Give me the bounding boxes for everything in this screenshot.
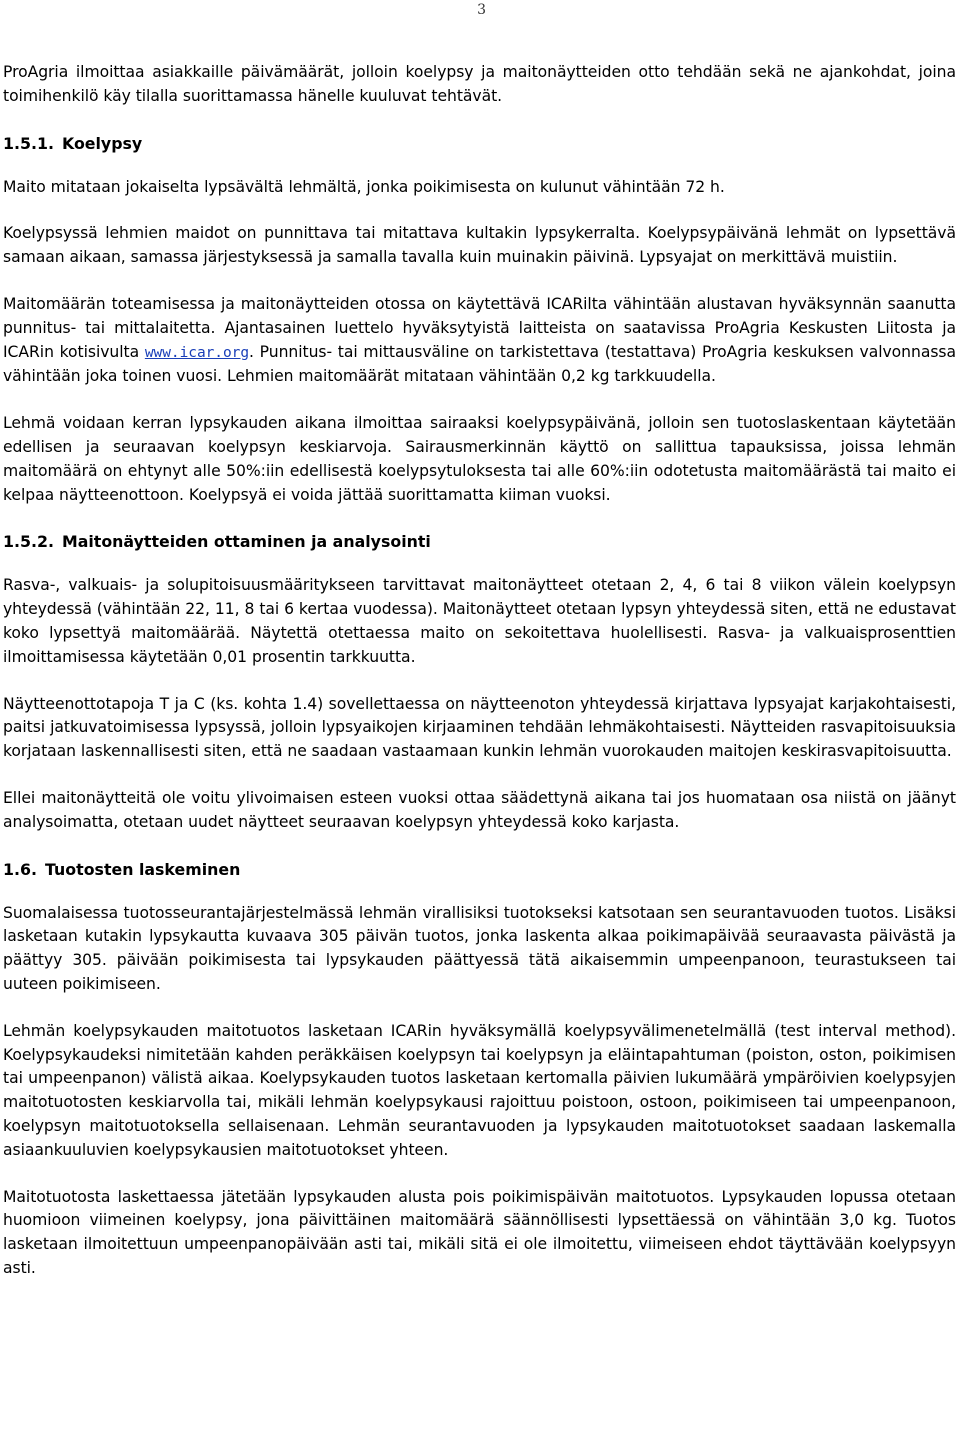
paragraph: Suomalaisessa tuotosseurantajärjestelmässä lehmän virallisiksi tuotokseksi katsotaan sen seurantavuoden tuotos. Lisäksi lasketaan kutakin lypsykautta kuvaava 305 päivän tuotos, jonka laskenta alkaa poikimapäivää seuraavasta päivästä ja päättyy 305. päivään poikimisesta tai lypsykauden päättyessä tätä aikaisemmin umpeenpanoon, teurastukseen tai uuteen poikimiseen.: [3, 903, 956, 993]
paragraph: Maitotuotosta laskettaessa jätetään lypsykauden alusta pois poikimispäivän maitotuotos. Lypsykauden lopussa otetaan huomioon viimeinen koelypsy, jona päivittäinen maitomäärä säännöllisesti lypsettäessä on vähintään 3,0 kg. Tuotos lasketaan ilmoitettuun umpeenpanopäivään asti tai, mikäli sitä ei ole ilmoitettu, viimeiseen ehdot täyttävään koelypsyyn asti.: [3, 1187, 956, 1277]
section-number: 1.6.: [3, 859, 37, 879]
document-body: [3, 61, 956, 1304]
section-heading-1-5-1: [3, 132, 956, 156]
paragraph-text: . Punnitus- tai mittausväline on tarkistettava (testattava) ProAgria keskuksen valvonnassa vähintään joka toinen vuosi. Lehmien maitomäärät mitataan vähintään 0,2 kg tarkkuudella.: [3, 342, 956, 386]
paragraph: Rasva-, valkuais- ja solupitoisuusmääritykseen tarvittavat maitonäytteet otetaan 2, 4, 6 tai 8 viikon välein koelypsyn yhteydessä (vähintään 22, 11, 8 tai 6 kertaa vuodessa). Maitonäytteet otetaan lypsyn yhteydessä siten, että ne edustavat koko lypsettyä maitomäärää. Näytettä otettaessa maito on sekoitettava huolellisesti. Rasva- ja valkuaisprosenttien ilmoittamisessa käytetään 0,01 prosentin tarkkuutta.: [3, 576, 956, 666]
intro-paragraph: ProAgria ilmoittaa asiakkaille päivämäärät, jolloin koelypsy ja maitonäytteiden otto tehdään sekä ne ajankohdat, joina toimihenkilö käy tilalla suorittamassa hänelle kuuluvat tehtävät.: [3, 63, 956, 105]
paragraph: Ellei maitonäytteitä ole voitu ylivoimaisen esteen vuoksi ottaa säädettynä aikana tai jos huomataan osa niistä on jäänyt analysoimatta, otetaan uudet näytteet seuraavan koelypsyn yhteydessä koko karjasta.: [3, 788, 956, 831]
paragraph-text: Maitomäärän toteamisessa ja maitonäytteiden otossa on käytettävä ICARilta vähintään alustavan hyväksynnän saanutta punnitus- tai mittalaitetta. Ajantasainen luettelo hyväksytyistä laitteista on saatavissa ProAgria Keskusten Liitosta ja ICARin kotisivulta: [3, 294, 956, 361]
page-number: 3: [477, 2, 486, 18]
icar-link[interactable]: www.icar.org: [144, 344, 250, 361]
paragraph: Näytteenottotapoja T ja C (ks. kohta 1.4) sovellettaessa on näytteenoton yhteydessä kirjattava lypsyajat karjakohtaisesti, paitsi jatkuvatoimisessa lypsyssä, jolloin lypsyaikojen kirjaaminen tehdään lehmäkohtaisesti. Näytteiden rasvapitoisuuksia korjataan laskennallisesti siten, että ne saadaan vastaamaan kunkin lehmän vuorokauden maitojen keskirasvapitoisuutta.: [3, 694, 956, 761]
section-title: Tuotosten laskeminen: [45, 859, 241, 879]
section-title: Maitonäytteiden ottaminen ja analysointi: [61, 532, 431, 552]
section-heading-1-5-2: [3, 530, 956, 554]
paragraph: Lehmä voidaan kerran lypsykauden aikana ilmoittaa sairaaksi koelypsypäivänä, jolloin sen tuotoslaskentaan käytetään edellisen ja seuraavan koelypsyn keskiarvoja. Sairausmerkinnän käyttö on sallittua tapauksissa, joissa lehmän maitomäärä on ehtynyt alle 50%:iin edellisestä koelypsytuloksesta tai alle 60%:iin odotetusta maitomäärästä tai maito ei kelpaa näytteenottoon. Koelypsyä ei voida jättää suorittamatta kiiman vuoksi.: [3, 414, 956, 504]
section-number: 1.5.2.: [3, 532, 54, 552]
paragraph: Maito mitataan jokaiselta lypsävältä lehmältä, jonka poikimisesta on kulunut vähintään 72 h.: [3, 177, 725, 196]
section-heading-1-6: [3, 858, 956, 882]
paragraph: [3, 293, 956, 389]
paragraph: Lehmän koelypsykauden maitotuotos lasketaan ICARin hyväksymällä koelypsyvälimenetelmällä (test interval method). Koelypsykaudeksi nimitetään kahden peräkkäisen koelypsyn tai koelypsyn ja eläintapahtuman (poiston, oston, poikimisen tai umpeenpanon) välistä aikaa. Koelypsykauden tuotos lasketaan kertomalla päivien lukumäärä ympäröivien koelypsyjen maitotuotosten keskiarvolla tai, mikäli lehmän koelypsykausi rajoittuu poistoon, ostoon, poikimiseen tai umpeenpanoon, koelypsyn maitotuotoksella sellaisenaan. Lehmän seurantavuoden ja lypsykauden maitotuotokset saadaan laskemalla asiaankuuluvien koelypsykausien maitotuotokset yhteen.: [3, 1021, 956, 1159]
section-title: Koelypsy: [61, 133, 143, 153]
paragraph: Koelypsyssä lehmien maidot on punnittava tai mitattava kultakin lypsykerralta. Koelypsypäivänä lehmät on lypsettävä samaan aikaan, samassa järjestyksessä ja samalla tavalla kuin muinakin päivinä. Lypsyajat on merkittävä muistiin.: [3, 224, 956, 267]
section-number: 1.5.1.: [3, 133, 54, 153]
